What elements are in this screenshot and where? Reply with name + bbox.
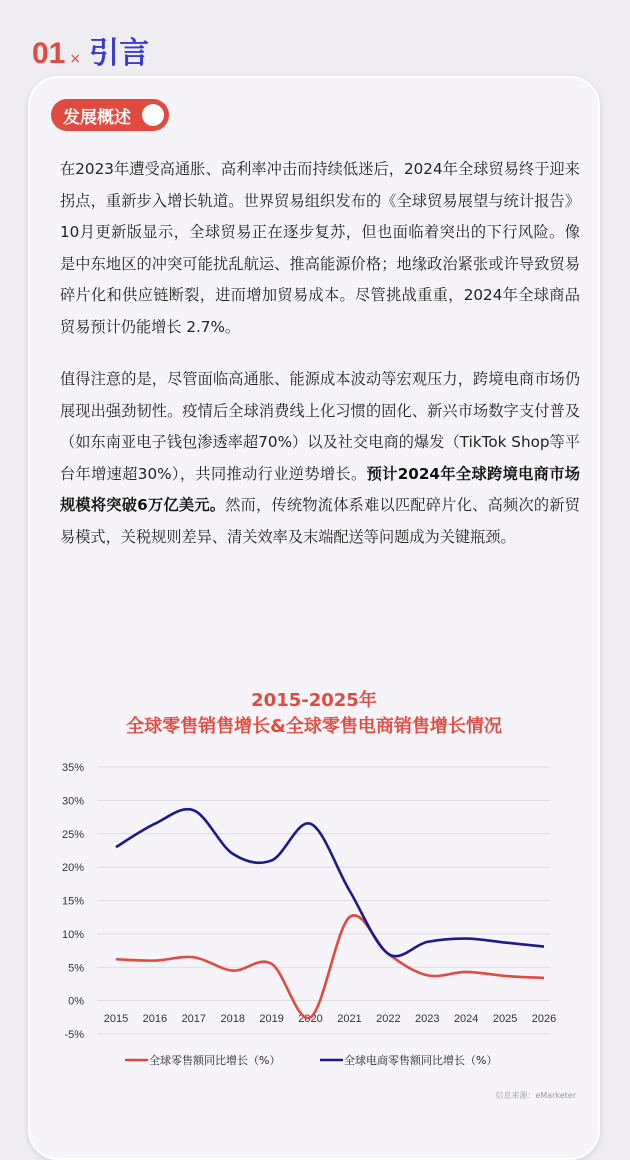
section-number: 01 [32, 37, 66, 70]
x-tick-label: 2022 [376, 1013, 401, 1025]
y-tick-label: 0% [68, 995, 84, 1008]
series-line-1 [116, 915, 544, 1018]
x-tick-label: 2019 [259, 1013, 284, 1025]
paragraph-2-highlight: 预计2024年全球跨境电商市场规模将突破6万亿美元。 [60, 464, 580, 514]
x-tick-label: 2016 [142, 1013, 168, 1025]
x-tick-label: 2026 [531, 1013, 557, 1025]
section-label: 发展概述 [63, 107, 131, 128]
x-tick-label: 2015 [103, 1013, 129, 1025]
x-tick-label: 2023 [415, 1013, 440, 1025]
chart-subtitle: 全球零售销售增长&全球零售电商销售增长情况 [126, 716, 502, 737]
legend-label-1: 全球零售额同比增长（%） [149, 1054, 281, 1067]
x-tick-label: 2020 [298, 1013, 323, 1025]
paragraph-2-tail: 然而，传统物流体系难以匹配碎片化、高频次的新贸易模式，关税规则差异、清关效率及末端配送等问题成为关键瓶颈。 [60, 496, 580, 546]
x-tick-label: 2025 [492, 1013, 518, 1025]
legend-label-2: 全球电商零售额同比增长（%） [344, 1054, 498, 1067]
section-title: 引言 [89, 36, 150, 71]
y-tick-label: 30% [61, 795, 84, 808]
y-tick-label: 10% [61, 928, 84, 941]
separator: × [69, 51, 82, 67]
y-tick-label: 15% [61, 895, 84, 908]
x-tick-label: 2018 [220, 1013, 245, 1025]
paragraph-1: 在2023年遭受高通胀、高利率冲击而持续低迷后，2024年全球贸易终于迎来拐点，重新步入增长轨道。世界贸易组织发布的《全球贸易展望与统计报告》10月更新版显示，全球贸易正在逐步复苏，但也面临着突出的下行风险。像是中东地区的冲突可能扰乱航运、推高能源价格；地缘政治紧张或许导致贸易碎片化和供应链断裂，进而增加贸易成本。尽管挑战重重，2024年全球商品贸易预计仍能增长 2.7%。 [60, 160, 580, 336]
chart-title: 2015-2025年 [251, 690, 377, 711]
y-tick-label: 5% [68, 962, 84, 975]
y-tick-label: 20% [61, 862, 84, 875]
x-tick-label: 2024 [453, 1013, 479, 1025]
x-tick-label: 2017 [181, 1013, 207, 1025]
y-tick-label: -5% [64, 1029, 84, 1041]
chart-source: 信息来源：eMarketer [495, 1091, 576, 1100]
y-tick-label: 35% [61, 762, 84, 774]
y-tick-label: 25% [61, 828, 84, 841]
x-tick-label: 2021 [337, 1013, 362, 1025]
paragraph-2-text: 值得注意的是，尽管面临高通胀、能源成本波动等宏观压力，跨境电商市场仍展现出强劲韧性。疫情后全球消费线上化习惯的固化、新兴市场数字支付普及（如东南亚电子钱包渗透率超70%）以及社交电商的爆发（TikTok Shop等平台年增速超30%），共同推动行业逆势增长。 [60, 370, 580, 483]
